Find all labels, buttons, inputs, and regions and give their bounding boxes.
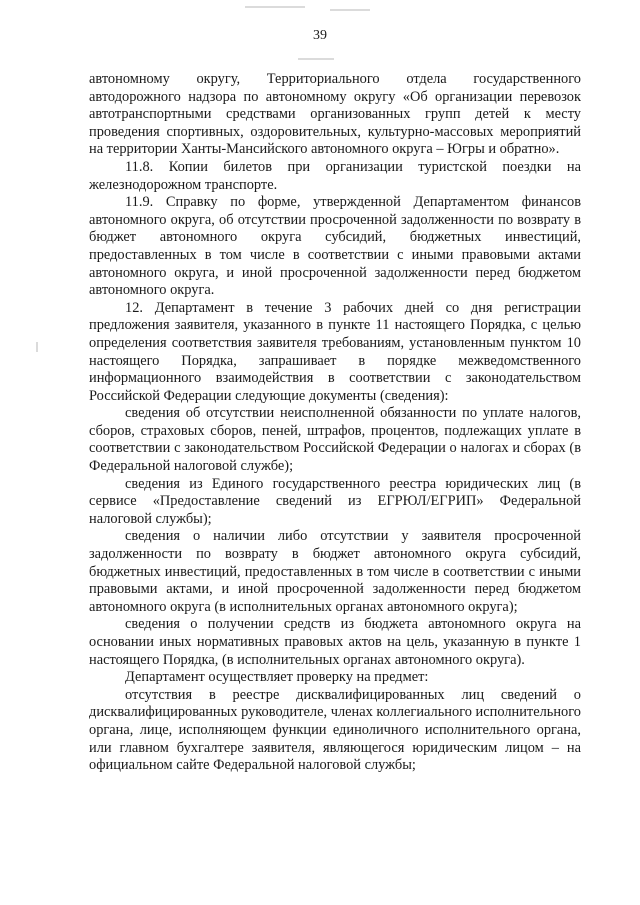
page-number: 39: [313, 28, 327, 43]
paragraph-info-taxes: сведения об отсутствии неисполненной обязанности по уплате налогов, сборов, страховых сборов, пеней, штрафов, процентов, подлежащих уплате в соответствии с законодательством Российской Федерации о налогах и сборах (в Федеральной налоговой службе);: [89, 405, 581, 475]
paragraph-item-11-8: 11.8. Копии билетов при организации туристской поездки на железнодорожном транспорте.: [89, 158, 581, 193]
paragraph-check-disqualified: отсутствия в реестре дисквалифицированных лиц сведений о дисквалифицированных руководителе, членах коллегиального исполнительного органа, лице, исполняющем функции единоличного исполнительного органа, или главном бухгалтере заявителя, являющегося юридическим лицом – на официальном сайте Федеральной налоговой службы;: [89, 686, 581, 774]
paragraph-info-funds: сведения о получении средств из бюджета автономного округа на основании иных нормативных правовых актов на цель, указанную в пункте 1 настоящего Порядка, (в исполнительных органах автономного округа).: [89, 616, 581, 668]
document-body: [89, 71, 581, 775]
scan-artifact-left-margin: [36, 342, 38, 352]
paragraph-info-egrul: сведения из Единого государственного реестра юридических лиц (в сервисе «Предоставление сведений из ЕГРЮЛ/ЕГРИП» Федеральной налоговой службы);: [89, 475, 581, 527]
scan-artifact-top: [245, 6, 305, 8]
scan-artifact-top-right: [330, 9, 370, 11]
paragraph-continuation: автономному округу, Территориального отдела государственного автодорожного надзора по автономному округу «Об организации перевозок автотранспортными средствами организованных групп детей к месту проведения спортивных, оздоровительных, культурно-массовых мероприятий на территории Ханты-Мансийского автономного округа – Югры и обратно».: [89, 71, 581, 158]
scan-artifact-mid: [298, 58, 334, 60]
paragraph-info-debt: сведения о наличии либо отсутствии у заявителя просроченной задолженности по возврату в бюджет автономного округа субсидий, бюджетных инвестиций, предоставленных в том числе в соответствии с иными правовыми актами, и иной просроченной задолженности перед бюджетом автономного округа (в исполнительных органах автономного округа);: [89, 528, 581, 615]
paragraph-check-intro: Департамент осуществляет проверку на предмет:: [125, 669, 429, 686]
paragraph-item-12: 12. Департамент в течение 3 рабочих дней со дня регистрации предложения заявителя, указанного в пункте 11 настоящего Порядка, с целью определения соответствия заявителя требованиям, установленным пунктом 10 настоящего Порядка, запрашивает в порядке межведомственного информационного взаимодействия в соответствии с законодательством Российской Федерации следующие документы (сведения):: [89, 299, 581, 404]
paragraph-item-11-9: 11.9. Справку по форме, утвержденной Департаментом финансов автономного округа, об отсутствии просроченной задолженности по возврату в бюджет автономного округа субсидий, бюджетных инвестиций, предоставленных в том числе в соответствии с иными правовыми актами автономного округа, и иной просроченной задолженности перед бюджетом автономного округа.: [89, 194, 581, 299]
